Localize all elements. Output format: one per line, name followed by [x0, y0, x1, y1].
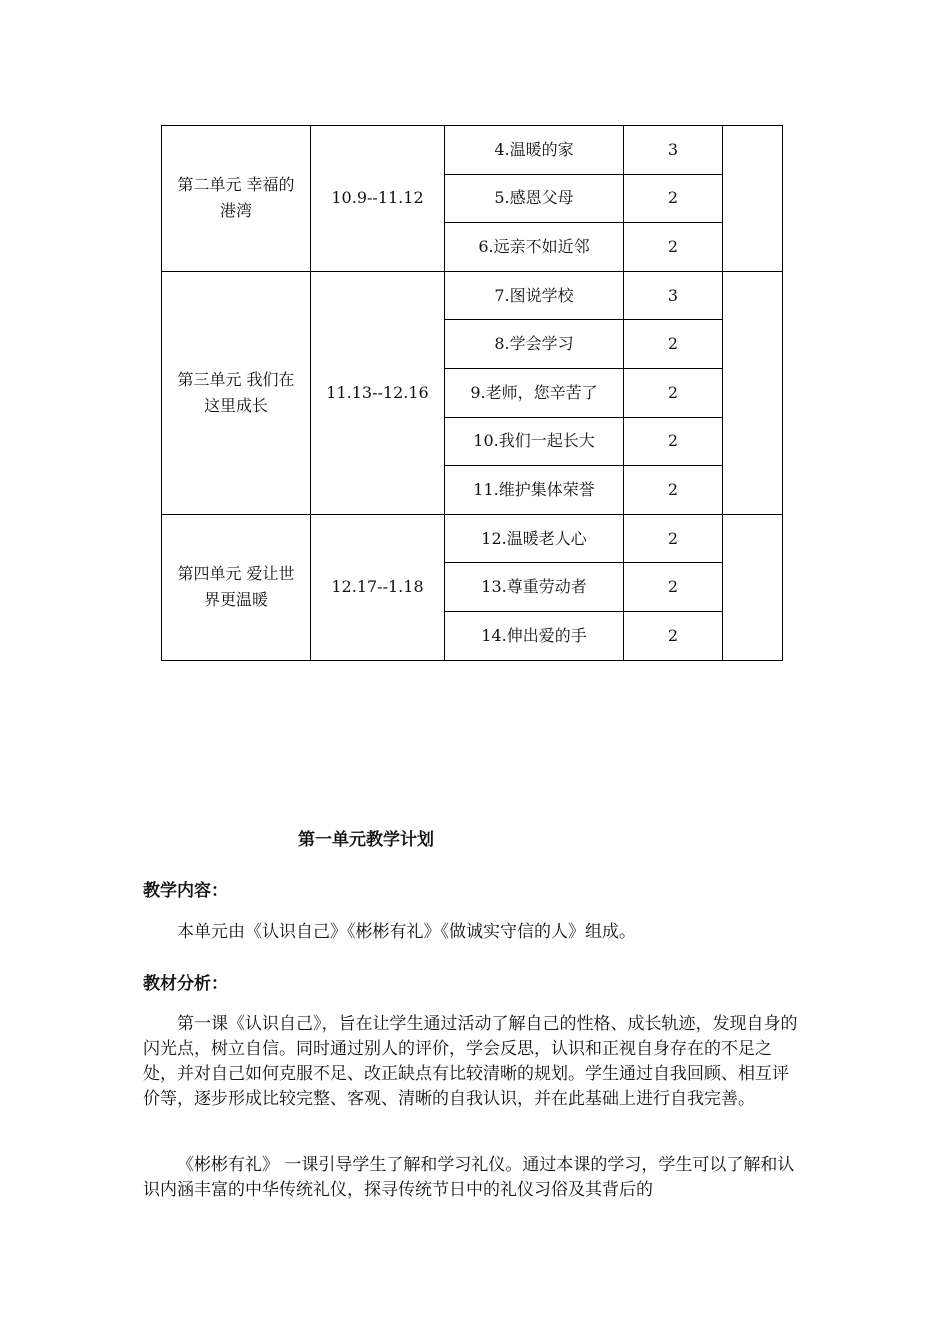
- schedule-table: [161, 125, 783, 661]
- lesson-title-cell: 14.伸出爱的手: [445, 611, 624, 660]
- lesson-title-cell: 5.感恩父母: [445, 174, 624, 223]
- lesson-title-cell: 10.我们一起长大: [445, 417, 624, 466]
- unit-date-cell: 12.17--1.18: [311, 514, 445, 660]
- lesson-title-cell: 13.尊重劳动者: [445, 563, 624, 612]
- lesson-hours-cell: 3: [624, 271, 723, 320]
- analysis-label: 教材分析：: [143, 974, 228, 994]
- lesson-title-cell: 11.维护集体荣誉: [445, 466, 624, 515]
- lesson-title-cell: 8.学会学习: [445, 320, 624, 369]
- analysis-paragraph-2: 《彬彬有礼》 一课引导学生了解和学习礼仪。通过本课的学习，学生可以了解和认识内涵丰富的中华传统礼仪，探寻传统节日中的礼仪习俗及其背后的: [143, 1155, 795, 1200]
- lesson-title-cell: 9.老师，您辛苦了: [445, 368, 624, 417]
- table-row: [162, 514, 783, 563]
- lesson-hours-cell: 3: [624, 126, 723, 175]
- note-cell: [723, 271, 783, 514]
- lesson-hours-cell: 2: [624, 320, 723, 369]
- lesson-hours-cell: 2: [624, 611, 723, 660]
- lesson-hours-cell: 2: [624, 174, 723, 223]
- unit-name-cell: 第二单元 幸福的港湾: [162, 126, 311, 272]
- note-cell: [723, 514, 783, 660]
- analysis-paragraph-1: 第一课《认识自己》，旨在让学生通过活动了解自己的性格、成长轨迹，发现自身的闪光点，树立自信。同时通过别人的评价，学会反思，认识和正视自身存在的不足之处，并对自己如何克服不足、改正缺点有比较清晰的规划。学生通过自我回顾、相互评价等，逐步形成比较完整、客观、清晰的自我认识，并在此基础上进行自我完善。: [143, 1014, 798, 1109]
- note-cell: [723, 126, 783, 272]
- table-row: [162, 271, 783, 320]
- lesson-title-cell: 6.远亲不如近邻: [445, 223, 624, 272]
- unit-date-cell: 11.13--12.16: [311, 271, 445, 514]
- content-paragraph: 本单元由《认识自己》《彬彬有礼》《做诚实守信的人》组成。: [177, 922, 636, 942]
- lesson-hours-cell: 2: [624, 417, 723, 466]
- lesson-hours-cell: 2: [624, 466, 723, 515]
- section-heading: 第一单元教学计划: [298, 830, 434, 850]
- unit-name-cell: 第四单元 爱让世界更温暖: [162, 514, 311, 660]
- unit-name-cell: 第三单元 我们在这里成长: [162, 271, 311, 514]
- lesson-title-cell: 4.温暖的家: [445, 126, 624, 175]
- table-row: [162, 126, 783, 175]
- lesson-hours-cell: 2: [624, 223, 723, 272]
- unit-date-cell: 10.9--11.12: [311, 126, 445, 272]
- schedule-body: [162, 126, 783, 661]
- lesson-hours-cell: 2: [624, 563, 723, 612]
- lesson-title-cell: 7.图说学校: [445, 271, 624, 320]
- lesson-hours-cell: 2: [624, 514, 723, 563]
- lesson-title-cell: 12.温暖老人心: [445, 514, 624, 563]
- content-label: 教学内容：: [143, 881, 228, 901]
- lesson-hours-cell: 2: [624, 368, 723, 417]
